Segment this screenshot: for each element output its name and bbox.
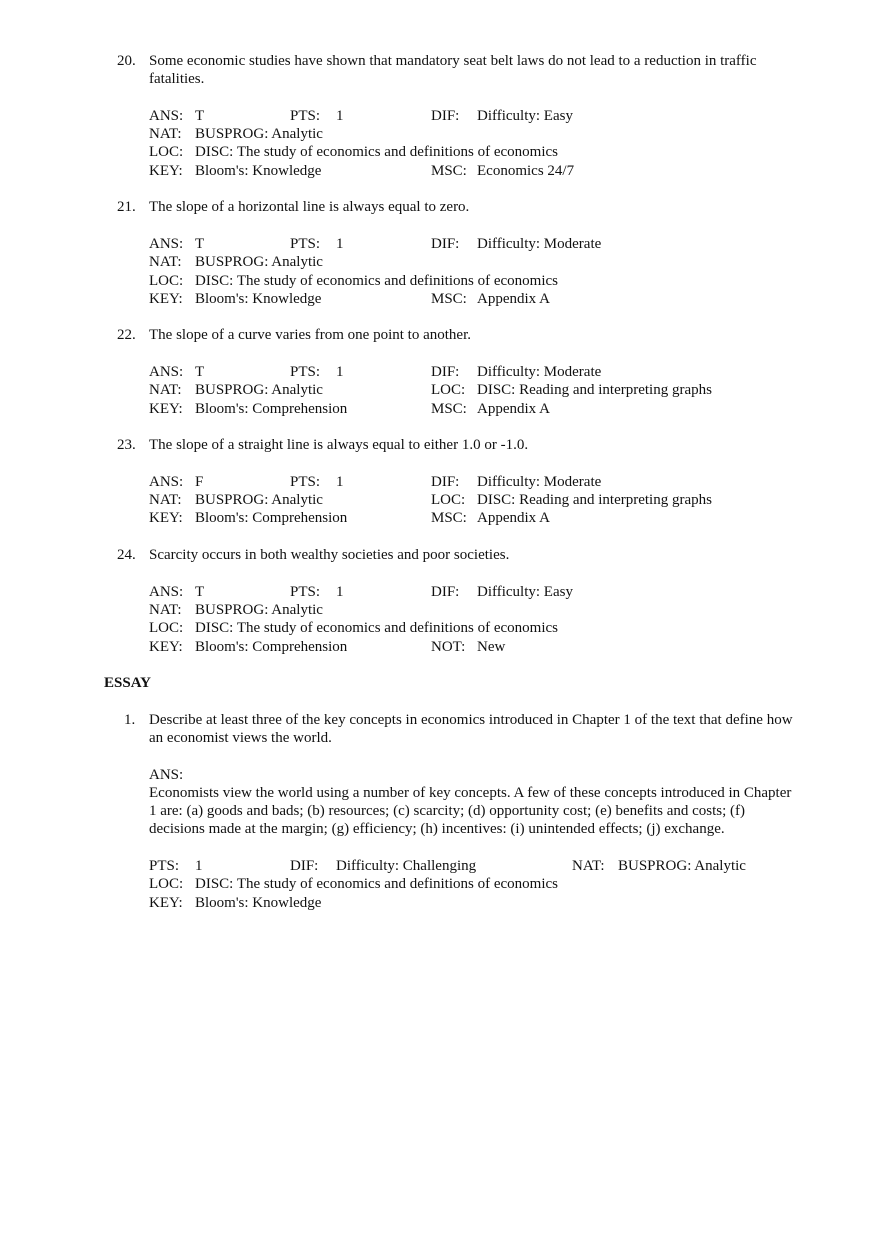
spacer: [149, 564, 880, 582]
meta-row: [149, 272, 880, 290]
spacer: [149, 345, 880, 363]
meta-value: Difficulty: Moderate: [477, 235, 602, 252]
meta-value: 1: [336, 107, 344, 124]
meta-field: [431, 583, 573, 601]
meta-row: [149, 583, 880, 601]
meta-field: [431, 290, 550, 308]
meta-field: [431, 509, 550, 527]
meta-row: [149, 381, 880, 399]
meta-row: [149, 875, 880, 893]
meta-value: 1: [336, 235, 344, 252]
meta-value: BUSPROG: Analytic: [195, 601, 323, 618]
question-item: [0, 326, 880, 417]
meta-value: T: [195, 107, 205, 124]
meta-label: NAT:: [149, 126, 182, 143]
meta-row: [149, 619, 880, 637]
meta-field: [149, 162, 321, 180]
meta-row: [149, 235, 880, 253]
meta-label: MSC:: [431, 290, 467, 307]
meta-row: [149, 125, 880, 143]
meta-field: [431, 107, 573, 125]
question-number: 20.: [117, 53, 136, 69]
meta-label: KEY:: [149, 894, 183, 911]
meta-row: [149, 107, 880, 125]
question-item: [0, 436, 880, 527]
meta-field: [149, 857, 203, 875]
meta-value: BUSPROG: Analytic: [195, 492, 323, 509]
meta-value: 1: [336, 364, 344, 381]
meta-value: Difficulty: Easy: [477, 107, 573, 124]
meta-field: [149, 381, 323, 399]
meta-field: [431, 363, 601, 381]
meta-value: 1: [195, 858, 203, 875]
meta-value: DISC: The study of economics and definitions of economics: [195, 272, 558, 289]
meta-field: [290, 583, 344, 601]
meta-label: NAT:: [149, 492, 182, 509]
answer-label: ANS:: [149, 766, 184, 783]
meta-label: PTS:: [290, 235, 321, 252]
meta-value: Bloom's: Comprehension: [195, 638, 348, 655]
meta-label: NOT:: [431, 638, 466, 655]
meta-field: [290, 857, 476, 875]
meta-value: DISC: The study of economics and definitions of economics: [195, 144, 558, 161]
meta-label: KEY:: [149, 400, 183, 417]
meta-field: [149, 253, 323, 271]
question-text: The slope of a curve varies from one point to another.: [149, 327, 471, 344]
meta-value: F: [195, 473, 204, 490]
meta-value: DISC: Reading and interpreting graphs: [477, 492, 712, 509]
meta-row: [149, 473, 880, 491]
meta-label: ANS:: [149, 107, 184, 124]
meta-field: [149, 107, 204, 125]
meta-value: Economics 24/7: [477, 162, 575, 179]
meta-field: [149, 143, 558, 161]
meta-label: NAT:: [149, 601, 182, 618]
meta-row: [149, 857, 880, 875]
meta-value: BUSPROG: Analytic: [195, 254, 323, 271]
meta-label: KEY:: [149, 290, 183, 307]
meta-field: [149, 290, 321, 308]
meta-row: [149, 638, 880, 656]
meta-label: LOC:: [149, 620, 184, 637]
meta-field: [290, 473, 344, 491]
meta-field: [149, 491, 323, 509]
meta-field: [149, 619, 558, 637]
meta-label: PTS:: [290, 583, 321, 600]
meta-label: NAT:: [149, 382, 182, 399]
meta-label: MSC:: [431, 510, 467, 527]
meta-field: [149, 894, 321, 912]
meta-label: ANS:: [149, 583, 184, 600]
meta-label: LOC:: [149, 876, 184, 893]
meta-value: Difficulty: Challenging: [336, 858, 477, 875]
spacer: [149, 217, 880, 235]
question-item: [0, 546, 880, 656]
meta-row: [149, 143, 880, 161]
meta-field: [149, 272, 558, 290]
meta-label: LOC:: [431, 382, 466, 399]
meta-label: MSC:: [431, 400, 467, 417]
meta-row: [149, 400, 880, 418]
meta-label: DIF:: [431, 364, 460, 381]
meta-value: DISC: The study of economics and definitions of economics: [195, 620, 558, 637]
meta-value: T: [195, 583, 205, 600]
meta-value: Difficulty: Moderate: [477, 364, 602, 381]
spacer: [149, 89, 880, 107]
meta-field: [149, 235, 204, 253]
meta-field: [149, 638, 347, 656]
meta-field: [572, 857, 746, 875]
meta-value: 1: [336, 473, 344, 490]
meta-field: [431, 400, 550, 418]
meta-value: DISC: The study of economics and definitions of economics: [195, 876, 558, 893]
meta-value: DISC: Reading and interpreting graphs: [477, 382, 712, 399]
answer-text: Economists view the world using a number of key concepts. A few of these concepts introduced in Chapter 1 are: (a) goods and bads; (b) resources; (c) scarcity; (d) opportunity cost; (e) benefits and costs; (f) decisions made at the margin; (g) efficiency; (h) incentives: (i) unintended effects; (j) exchange.: [149, 784, 792, 838]
meta-field: [149, 473, 203, 491]
meta-field: [431, 381, 712, 399]
meta-row: [149, 894, 880, 912]
meta-label: PTS:: [149, 858, 180, 875]
meta-row: [149, 162, 880, 180]
meta-value: Bloom's: Comprehension: [195, 510, 348, 527]
meta-label: PTS:: [290, 473, 321, 490]
question-number: 22.: [117, 327, 136, 344]
meta-field: [431, 473, 601, 491]
question-text: The slope of a horizontal line is always equal to zero.: [149, 199, 470, 216]
question-number: 1.: [124, 711, 136, 728]
meta-label: DIF:: [431, 473, 460, 490]
meta-label: KEY:: [149, 510, 183, 527]
meta-field: [149, 400, 347, 418]
spacer: [149, 747, 880, 765]
meta-field: [431, 162, 574, 180]
meta-value: Difficulty: Easy: [477, 583, 573, 600]
meta-value: T: [195, 235, 205, 252]
question-text: The slope of a straight line is always equal to either 1.0 or -1.0.: [149, 437, 529, 454]
meta-label: DIF:: [431, 235, 460, 252]
meta-label: LOC:: [149, 144, 184, 161]
meta-label: PTS:: [290, 364, 321, 381]
meta-value: Difficulty: Moderate: [477, 473, 602, 490]
meta-row: [149, 363, 880, 381]
meta-row: [149, 253, 880, 271]
meta-value: Appendix A: [477, 400, 550, 417]
meta-label: DIF:: [290, 858, 319, 875]
meta-field: [149, 363, 204, 381]
meta-value: BUSPROG: Analytic: [195, 382, 323, 399]
meta-value: Appendix A: [477, 290, 550, 307]
meta-field: [149, 509, 347, 527]
meta-label: ANS:: [149, 473, 184, 490]
meta-label: ANS:: [149, 235, 184, 252]
question-text: Some economic studies have shown that mandatory seat belt laws do not lead to a reduction in traffic fatalities.: [149, 53, 757, 88]
question-number: 24.: [117, 547, 136, 564]
meta-value: 1: [336, 583, 344, 600]
meta-field: [290, 363, 344, 381]
meta-label: NAT:: [572, 858, 605, 875]
meta-label: ANS:: [149, 364, 184, 381]
meta-row: [149, 290, 880, 308]
meta-label: MSC:: [431, 162, 467, 179]
meta-field: [149, 601, 323, 619]
meta-field: [149, 583, 204, 601]
question-text: Describe at least three of the key concepts in economics introduced in Chapter 1 of the text that define how an economist views the world.: [149, 711, 793, 746]
meta-value: BUSPROG: Analytic: [195, 126, 323, 143]
meta-value: New: [477, 638, 506, 655]
question-text: Scarcity occurs in both wealthy societies and poor societies.: [149, 547, 510, 564]
meta-label: KEY:: [149, 162, 183, 179]
meta-field: [290, 107, 344, 125]
meta-field: [431, 235, 601, 253]
meta-label: NAT:: [149, 254, 182, 271]
question-item: [0, 198, 880, 308]
meta-row: [149, 601, 880, 619]
meta-row: [149, 491, 880, 509]
spacer: [149, 839, 880, 857]
meta-value: BUSPROG: Analytic: [618, 858, 746, 875]
meta-value: Bloom's: Comprehension: [195, 400, 348, 417]
meta-label: DIF:: [431, 583, 460, 600]
meta-label: PTS:: [290, 107, 321, 124]
document-page: [0, 52, 880, 930]
meta-label: LOC:: [149, 272, 184, 289]
meta-label: DIF:: [431, 107, 460, 124]
meta-field: [149, 875, 558, 893]
meta-value: Bloom's: Knowledge: [195, 162, 322, 179]
meta-field: [431, 491, 712, 509]
meta-row: [149, 509, 880, 527]
essay-question-item: [0, 711, 880, 912]
meta-value: Bloom's: Knowledge: [195, 894, 322, 911]
spacer: [149, 455, 880, 473]
section-heading-essay: ESSAY: [104, 675, 151, 692]
question-item: [0, 52, 880, 180]
meta-label: LOC:: [431, 492, 466, 509]
meta-value: Appendix A: [477, 510, 550, 527]
meta-field: [149, 125, 323, 143]
meta-field: [290, 235, 344, 253]
meta-value: Bloom's: Knowledge: [195, 290, 322, 307]
question-number: 21.: [117, 199, 136, 216]
meta-value: T: [195, 364, 205, 381]
meta-field: [431, 638, 505, 656]
question-number: 23.: [117, 437, 136, 454]
meta-label: KEY:: [149, 638, 183, 655]
